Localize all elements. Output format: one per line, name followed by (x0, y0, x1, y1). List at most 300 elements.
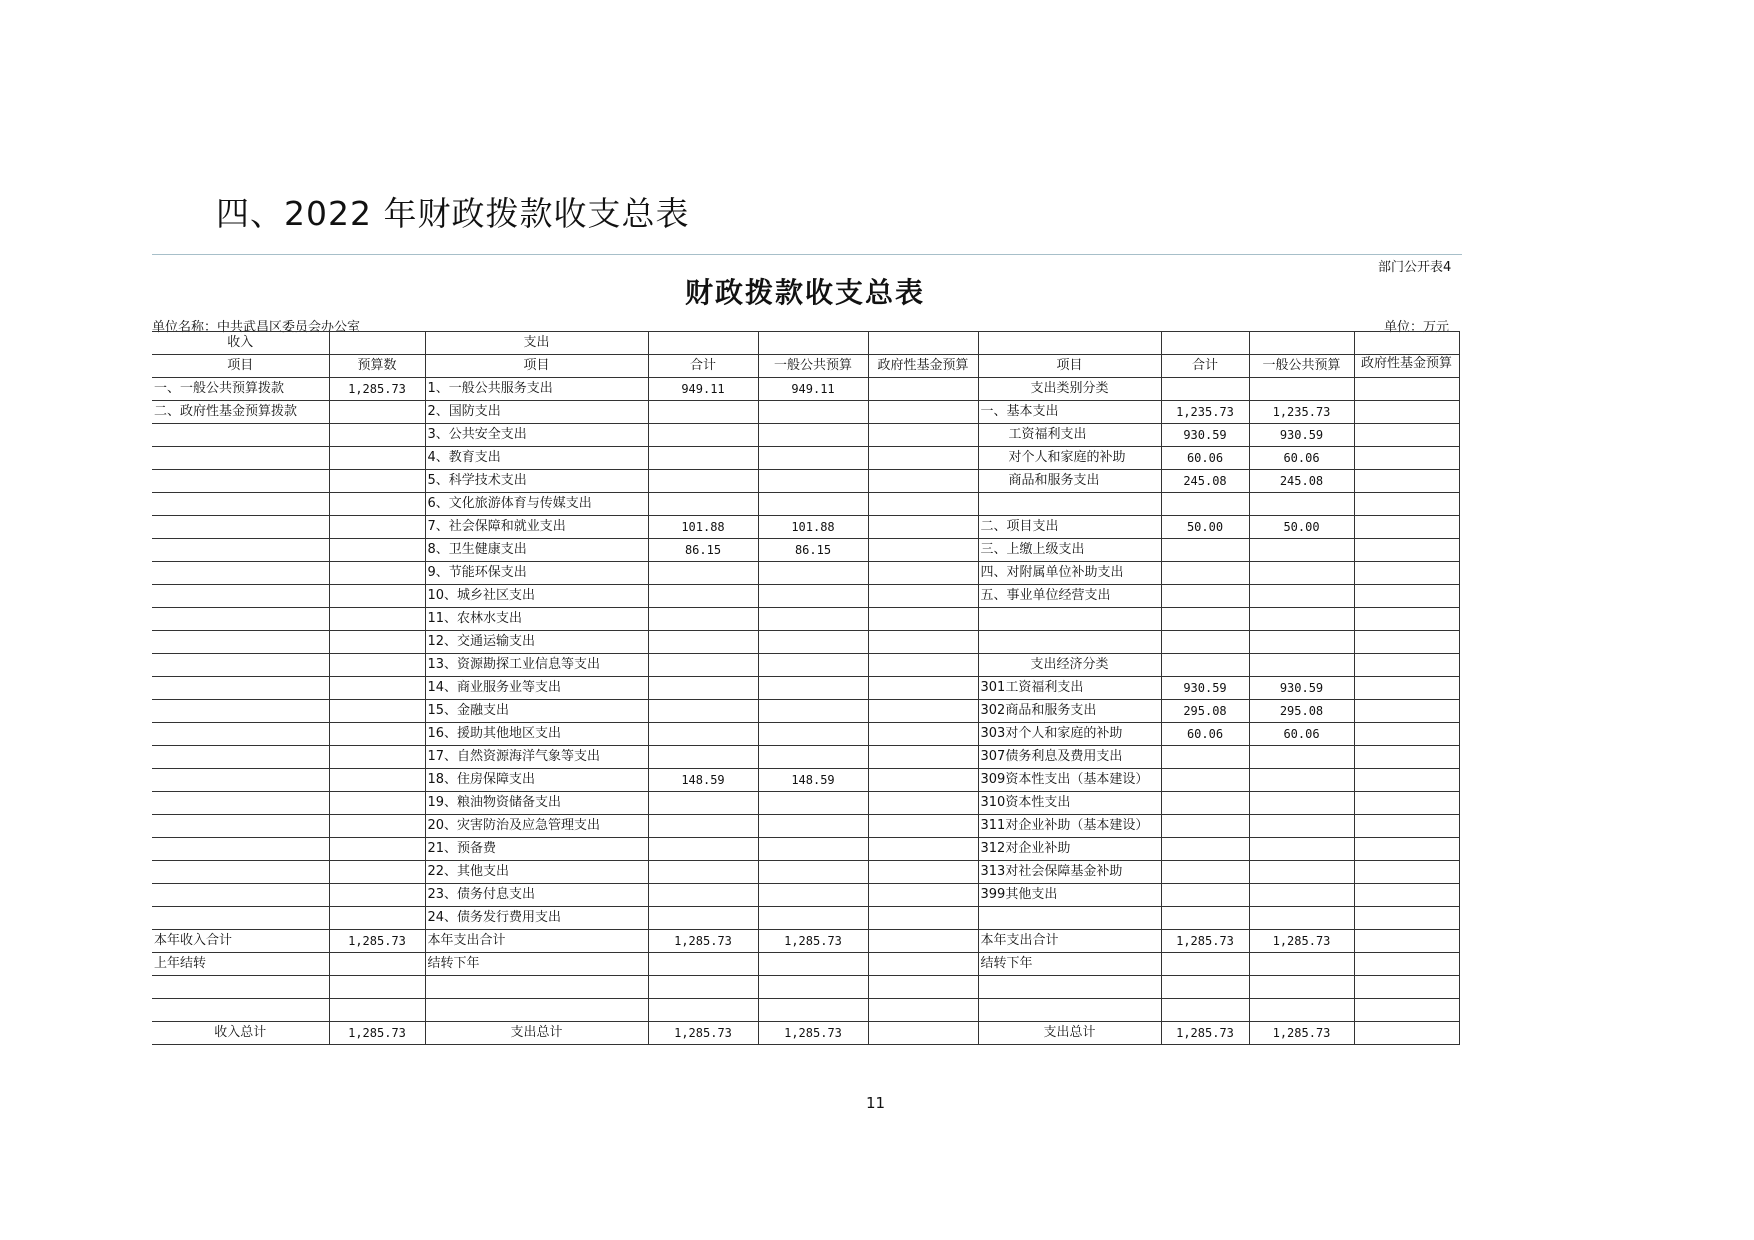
category-general-cell: 1,235.73 (1249, 401, 1354, 424)
category-item-cell: 三、上缴上级支出 (978, 539, 1161, 562)
category-total-cell (1161, 861, 1249, 884)
function-total-cell (648, 585, 758, 608)
category-item-cell: 301工资福利支出 (978, 677, 1161, 700)
income-amount-cell (329, 792, 425, 815)
function-item-cell: 21、预备费 (425, 838, 648, 861)
function-fund-cell (868, 884, 978, 907)
category-item-cell: 一、基本支出 (978, 401, 1161, 424)
category-total-cell (1161, 976, 1249, 999)
function-total-cell (648, 746, 758, 769)
category-item-cell: 二、项目支出 (978, 516, 1161, 539)
category-fund-cell (1354, 516, 1459, 539)
table-row (152, 723, 1459, 746)
table-row (152, 424, 1459, 447)
category-item-cell: 支出经济分类 (978, 654, 1161, 677)
category-general-cell: 50.00 (1249, 516, 1354, 539)
category-general-cell (1249, 631, 1354, 654)
function-general-cell: 86.15 (758, 539, 868, 562)
expenditure-group-header: 支出 (425, 332, 648, 355)
category-general-cell (1249, 769, 1354, 792)
category-fund-cell (1354, 838, 1459, 861)
function-total-cell (648, 447, 758, 470)
income-amount-cell (329, 861, 425, 884)
table-row (152, 700, 1459, 723)
income-amount-cell: 1,285.73 (329, 930, 425, 953)
income-item-cell (152, 585, 329, 608)
function-fund-cell (868, 700, 978, 723)
function-general-cell (758, 677, 868, 700)
income-item-cell (152, 907, 329, 930)
function-total-cell (648, 470, 758, 493)
income-item-cell: 一、一般公共预算拨款 (152, 378, 329, 401)
function-item-cell: 12、交通运输支出 (425, 631, 648, 654)
function-fund-cell (868, 677, 978, 700)
category-total-cell (1161, 539, 1249, 562)
category-fund-cell (1354, 769, 1459, 792)
function-item-cell: 18、住房保障支出 (425, 769, 648, 792)
function-item-cell: 1、一般公共服务支出 (425, 378, 648, 401)
table-row (152, 516, 1459, 539)
category-general-cell (1249, 378, 1354, 401)
table-row (152, 884, 1459, 907)
category-total-cell (1161, 746, 1249, 769)
table-row (152, 976, 1459, 999)
table-row (152, 907, 1459, 930)
income-amount-cell (329, 585, 425, 608)
function-total-cell: 1,285.73 (648, 930, 758, 953)
function-general-cell (758, 654, 868, 677)
income-item-cell (152, 723, 329, 746)
category-fund-cell (1354, 999, 1459, 1022)
table-row (152, 769, 1459, 792)
category-total-cell: 1,285.73 (1161, 930, 1249, 953)
function-total-cell: 949.11 (648, 378, 758, 401)
function-total-cell (648, 608, 758, 631)
income-amount-cell (329, 654, 425, 677)
function-item-cell: 8、卫生健康支出 (425, 539, 648, 562)
col-cat-fund: 政府性基金预算 (1354, 355, 1459, 378)
income-item-cell (152, 539, 329, 562)
category-general-cell: 1,285.73 (1249, 1022, 1354, 1045)
function-item-cell: 24、债务发行费用支出 (425, 907, 648, 930)
function-general-cell (758, 700, 868, 723)
category-item-cell: 302商品和服务支出 (978, 700, 1161, 723)
category-fund-cell (1354, 493, 1459, 516)
category-item-cell: 313对社会保障基金补助 (978, 861, 1161, 884)
header-row-columns (152, 355, 1459, 378)
function-item-cell: 支出总计 (425, 1022, 648, 1045)
table-title: 财政拨款收支总表 (684, 276, 925, 309)
function-general-cell (758, 562, 868, 585)
function-item-cell: 本年支出合计 (425, 930, 648, 953)
category-general-cell (1249, 792, 1354, 815)
table-row (152, 608, 1459, 631)
category-item-cell: 支出总计 (978, 1022, 1161, 1045)
category-total-cell: 50.00 (1161, 516, 1249, 539)
table-row (152, 1022, 1459, 1045)
function-item-cell: 23、债务付息支出 (425, 884, 648, 907)
function-item-cell: 19、粮油物资储备支出 (425, 792, 648, 815)
function-total-cell (648, 631, 758, 654)
function-fund-cell (868, 424, 978, 447)
income-item-cell (152, 654, 329, 677)
category-fund-cell (1354, 539, 1459, 562)
income-amount-cell (329, 907, 425, 930)
function-item-cell: 20、灾害防治及应急管理支出 (425, 815, 648, 838)
function-general-cell (758, 401, 868, 424)
table-row (152, 861, 1459, 884)
income-amount-cell (329, 746, 425, 769)
function-general-cell (758, 907, 868, 930)
category-fund-cell (1354, 930, 1459, 953)
income-item-cell: 本年收入合计 (152, 930, 329, 953)
category-item-cell: 303对个人和家庭的补助 (978, 723, 1161, 746)
category-total-cell: 295.08 (1161, 700, 1249, 723)
function-item-cell: 13、资源勘探工业信息等支出 (425, 654, 648, 677)
function-fund-cell (868, 861, 978, 884)
category-general-cell (1249, 838, 1354, 861)
function-fund-cell (868, 562, 978, 585)
income-amount-cell (329, 815, 425, 838)
function-total-cell (648, 723, 758, 746)
table-row (152, 746, 1459, 769)
function-general-cell (758, 608, 868, 631)
table-row (152, 401, 1459, 424)
function-item-cell: 15、金融支出 (425, 700, 648, 723)
category-total-cell (1161, 815, 1249, 838)
function-general-cell (758, 999, 868, 1022)
col-func-general: 一般公共预算 (758, 355, 868, 378)
function-fund-cell (868, 493, 978, 516)
income-amount-cell (329, 608, 425, 631)
income-item-cell (152, 999, 329, 1022)
function-general-cell: 1,285.73 (758, 1022, 868, 1045)
category-fund-cell (1354, 861, 1459, 884)
category-total-cell (1161, 585, 1249, 608)
function-general-cell (758, 976, 868, 999)
category-total-cell (1161, 493, 1249, 516)
income-item-cell: 二、政府性基金预算拨款 (152, 401, 329, 424)
function-fund-cell (868, 769, 978, 792)
function-item-cell: 2、国防支出 (425, 401, 648, 424)
function-total-cell (648, 677, 758, 700)
category-general-cell (1249, 884, 1354, 907)
col-cat-general: 一般公共预算 (1249, 355, 1354, 378)
col-income-budget: 预算数 (329, 355, 425, 378)
income-amount-cell (329, 723, 425, 746)
income-amount-cell (329, 884, 425, 907)
function-general-cell (758, 815, 868, 838)
function-total-cell (648, 838, 758, 861)
col-func-fund: 政府性基金预算 (868, 355, 978, 378)
function-fund-cell (868, 470, 978, 493)
category-general-cell: 60.06 (1249, 447, 1354, 470)
category-fund-cell (1354, 907, 1459, 930)
income-item-cell (152, 792, 329, 815)
category-item-cell: 四、对附属单位补助支出 (978, 562, 1161, 585)
category-fund-cell (1354, 562, 1459, 585)
income-item-cell (152, 562, 329, 585)
function-general-cell (758, 884, 868, 907)
page-number: 11 (866, 1094, 886, 1112)
income-amount-cell (329, 516, 425, 539)
category-total-cell: 1,285.73 (1161, 1022, 1249, 1045)
category-general-cell: 60.06 (1249, 723, 1354, 746)
category-fund-cell (1354, 378, 1459, 401)
function-fund-cell (868, 378, 978, 401)
function-item-cell: 11、农林水支出 (425, 608, 648, 631)
category-fund-cell (1354, 700, 1459, 723)
income-amount-cell (329, 493, 425, 516)
table-row (152, 677, 1459, 700)
function-total-cell: 148.59 (648, 769, 758, 792)
category-fund-cell (1354, 585, 1459, 608)
function-fund-cell (868, 585, 978, 608)
category-item-cell: 五、事业单位经营支出 (978, 585, 1161, 608)
function-total-cell (648, 424, 758, 447)
category-total-cell (1161, 769, 1249, 792)
function-item-cell: 16、援助其他地区支出 (425, 723, 648, 746)
income-item-cell (152, 447, 329, 470)
category-general-cell (1249, 562, 1354, 585)
income-amount-cell (329, 470, 425, 493)
category-item-cell (978, 976, 1161, 999)
function-item-cell: 结转下年 (425, 953, 648, 976)
income-item-cell (152, 884, 329, 907)
category-fund-cell (1354, 470, 1459, 493)
function-item-cell: 17、自然资源海洋气象等支出 (425, 746, 648, 769)
category-item-cell: 支出类别分类 (978, 378, 1161, 401)
col-cat-item: 项目 (978, 355, 1161, 378)
income-item-cell: 上年结转 (152, 953, 329, 976)
table-row (152, 953, 1459, 976)
category-item-cell: 对个人和家庭的补助 (978, 447, 1161, 470)
function-general-cell: 949.11 (758, 378, 868, 401)
function-total-cell: 86.15 (648, 539, 758, 562)
table-row (152, 493, 1459, 516)
income-item-cell (152, 769, 329, 792)
category-fund-cell (1354, 953, 1459, 976)
income-item-cell (152, 608, 329, 631)
function-item-cell: 4、教育支出 (425, 447, 648, 470)
function-general-cell: 101.88 (758, 516, 868, 539)
function-total-cell (648, 861, 758, 884)
category-fund-cell (1354, 815, 1459, 838)
table-row (152, 838, 1459, 861)
category-total-cell: 60.06 (1161, 723, 1249, 746)
income-amount-cell (329, 424, 425, 447)
category-item-cell (978, 608, 1161, 631)
category-item-cell: 307债务利息及费用支出 (978, 746, 1161, 769)
function-fund-cell (868, 1022, 978, 1045)
function-fund-cell (868, 999, 978, 1022)
function-total-cell (648, 700, 758, 723)
category-fund-cell (1354, 424, 1459, 447)
category-fund-cell (1354, 723, 1459, 746)
category-general-cell (1249, 907, 1354, 930)
function-fund-cell (868, 516, 978, 539)
function-item-cell: 6、文化旅游体育与传媒支出 (425, 493, 648, 516)
category-general-cell (1249, 539, 1354, 562)
income-amount-cell (329, 700, 425, 723)
income-amount-cell (329, 562, 425, 585)
function-item-cell: 7、社会保障和就业支出 (425, 516, 648, 539)
table-row (152, 585, 1459, 608)
function-fund-cell (868, 838, 978, 861)
category-total-cell (1161, 654, 1249, 677)
category-item-cell: 商品和服务支出 (978, 470, 1161, 493)
category-item-cell (978, 907, 1161, 930)
category-general-cell: 930.59 (1249, 424, 1354, 447)
category-total-cell (1161, 631, 1249, 654)
category-item-cell: 399其他支出 (978, 884, 1161, 907)
function-general-cell: 1,285.73 (758, 930, 868, 953)
category-total-cell: 1,235.73 (1161, 401, 1249, 424)
income-item-cell (152, 838, 329, 861)
function-general-cell (758, 792, 868, 815)
category-fund-cell (1354, 401, 1459, 424)
category-fund-cell (1354, 884, 1459, 907)
category-item-cell: 312对企业补助 (978, 838, 1161, 861)
table-row (152, 930, 1459, 953)
function-fund-cell (868, 608, 978, 631)
category-general-cell: 1,285.73 (1249, 930, 1354, 953)
income-item-cell (152, 861, 329, 884)
income-item-cell (152, 424, 329, 447)
function-general-cell (758, 493, 868, 516)
function-fund-cell (868, 746, 978, 769)
col-income-item: 项目 (152, 355, 329, 378)
function-fund-cell (868, 930, 978, 953)
function-fund-cell (868, 723, 978, 746)
function-total-cell (648, 401, 758, 424)
function-total-cell (648, 792, 758, 815)
category-item-cell: 311对企业补助（基本建设） (978, 815, 1161, 838)
income-amount-cell: 1,285.73 (329, 378, 425, 401)
budget-table (152, 331, 1460, 1045)
heading-divider (152, 254, 1462, 255)
income-amount-cell (329, 999, 425, 1022)
income-item-cell (152, 470, 329, 493)
category-total-cell (1161, 562, 1249, 585)
income-item-cell (152, 976, 329, 999)
category-total-cell (1161, 953, 1249, 976)
category-total-cell (1161, 999, 1249, 1022)
category-fund-cell (1354, 608, 1459, 631)
unit-name: 单位名称：中共武昌区委员会办公室 (152, 320, 361, 335)
category-total-cell: 930.59 (1161, 424, 1249, 447)
category-fund-cell (1354, 447, 1459, 470)
income-amount-cell (329, 447, 425, 470)
income-amount-cell: 1,285.73 (329, 1022, 425, 1045)
income-amount-cell (329, 953, 425, 976)
table-row (152, 815, 1459, 838)
category-total-cell (1161, 792, 1249, 815)
income-item-cell (152, 516, 329, 539)
form-number: 部门公开表4 (1378, 260, 1452, 275)
table-row (152, 539, 1459, 562)
category-total-cell (1161, 838, 1249, 861)
income-item-cell: 收入总计 (152, 1022, 329, 1045)
function-item-cell: 14、商业服务业等支出 (425, 677, 648, 700)
category-item-cell: 309资本性支出（基本建设） (978, 769, 1161, 792)
category-general-cell (1249, 608, 1354, 631)
function-item-cell: 9、节能环保支出 (425, 562, 648, 585)
function-total-cell (648, 907, 758, 930)
category-item-cell (978, 493, 1161, 516)
function-total-cell (648, 654, 758, 677)
category-fund-cell (1354, 976, 1459, 999)
col-cat-total: 合计 (1161, 355, 1249, 378)
function-general-cell (758, 953, 868, 976)
function-general-cell (758, 746, 868, 769)
function-fund-cell (868, 953, 978, 976)
income-amount-cell (329, 976, 425, 999)
income-amount-cell (329, 631, 425, 654)
category-fund-cell (1354, 631, 1459, 654)
category-general-cell (1249, 654, 1354, 677)
col-func-total: 合计 (648, 355, 758, 378)
category-general-cell: 245.08 (1249, 470, 1354, 493)
category-general-cell (1249, 746, 1354, 769)
category-item-cell (978, 631, 1161, 654)
category-total-cell: 245.08 (1161, 470, 1249, 493)
function-general-cell (758, 631, 868, 654)
category-general-cell (1249, 976, 1354, 999)
income-item-cell (152, 677, 329, 700)
function-item-cell: 22、其他支出 (425, 861, 648, 884)
page-heading: 四、2022 年财政拨款收支总表 (216, 194, 690, 233)
function-general-cell (758, 470, 868, 493)
income-amount-cell (329, 838, 425, 861)
function-general-cell (758, 585, 868, 608)
income-amount-cell (329, 769, 425, 792)
function-item-cell (425, 999, 648, 1022)
function-total-cell: 101.88 (648, 516, 758, 539)
table-row (152, 470, 1459, 493)
function-general-cell (758, 447, 868, 470)
function-fund-cell (868, 401, 978, 424)
category-fund-cell (1354, 654, 1459, 677)
category-total-cell: 60.06 (1161, 447, 1249, 470)
function-fund-cell (868, 631, 978, 654)
income-amount-cell (329, 677, 425, 700)
function-total-cell: 1,285.73 (648, 1022, 758, 1045)
table-row (152, 447, 1459, 470)
function-total-cell (648, 815, 758, 838)
function-total-cell (648, 976, 758, 999)
category-item-cell (978, 999, 1161, 1022)
function-item-cell: 10、城乡社区支出 (425, 585, 648, 608)
function-general-cell: 148.59 (758, 769, 868, 792)
category-item-cell: 工资福利支出 (978, 424, 1161, 447)
function-fund-cell (868, 907, 978, 930)
function-fund-cell (868, 447, 978, 470)
function-fund-cell (868, 792, 978, 815)
category-item-cell: 本年支出合计 (978, 930, 1161, 953)
category-general-cell (1249, 585, 1354, 608)
table-row (152, 631, 1459, 654)
function-item-cell: 3、公共安全支出 (425, 424, 648, 447)
category-general-cell (1249, 953, 1354, 976)
category-general-cell: 295.08 (1249, 700, 1354, 723)
table-row (152, 378, 1459, 401)
function-general-cell (758, 424, 868, 447)
category-item-cell: 结转下年 (978, 953, 1161, 976)
category-general-cell (1249, 861, 1354, 884)
category-total-cell (1161, 907, 1249, 930)
function-total-cell (648, 493, 758, 516)
